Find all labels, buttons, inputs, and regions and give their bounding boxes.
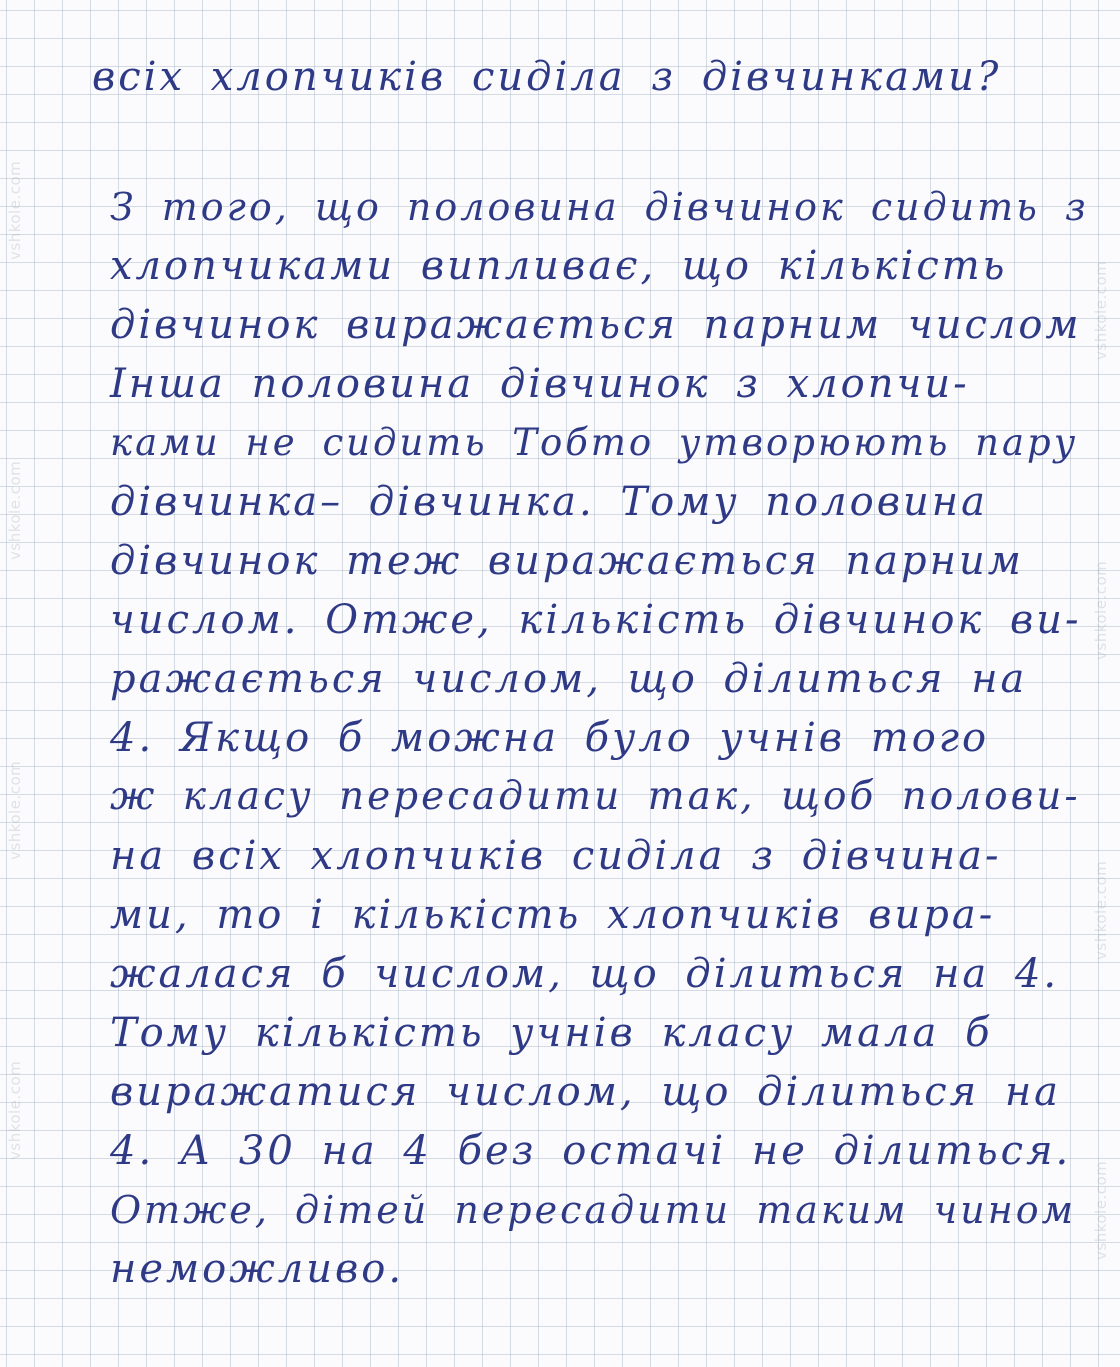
answer-line: виражатися числом, що ділиться на <box>110 1069 1062 1115</box>
answer-line: 4. Якщо б можна було учнів того <box>110 715 990 761</box>
answer-line: Тому кількість учнів класу мала б <box>110 1010 993 1056</box>
answer-line: дівчинок виражається парним числом <box>110 302 1082 348</box>
answer-line: ми, то і кількість хлопчиків вира- <box>110 892 996 938</box>
watermark: vshkole.com <box>1092 1160 1110 1260</box>
answer-line: ж класу пересадити так, щоб полови- <box>110 774 1081 819</box>
answer-line: дівчинка– дівчинка. Тому половина <box>110 479 988 525</box>
answer-line: Отже, дітей пересадити таким чином <box>110 1188 1077 1232</box>
watermark: vshkole.com <box>6 1060 24 1160</box>
answer-line: З того, що половина дівчинок сидить з <box>110 185 1089 229</box>
answer-line: Інша половина дівчинок з хлопчи- <box>110 361 970 407</box>
watermark: vshkole.com <box>6 460 24 560</box>
watermark: vshkole.com <box>6 760 24 860</box>
watermark: vshkole.com <box>6 160 24 260</box>
answer-line: хлопчиками випливає, що кількість <box>110 243 1008 289</box>
answer-line: неможливо. <box>110 1246 405 1292</box>
answer-line: на всіх хлопчиків сиділа з дівчина- <box>110 833 1002 879</box>
question-heading: всіх хлопчиків сиділа з дівчинками? <box>92 54 1002 100</box>
watermark: vshkole.com <box>1092 860 1110 960</box>
answer-line: дівчинок теж виражається парним <box>110 538 1024 584</box>
answer-line: 4. А 30 на 4 без остачі не ділиться. <box>110 1128 1072 1174</box>
answer-line: ками не сидить Тобто утворюють пару <box>110 421 1079 464</box>
answer-line: числом. Отже, кількість дівчинок ви- <box>110 597 1082 643</box>
answer-line: ражається числом, що ділиться на <box>110 656 1028 702</box>
watermark: vshkole.com <box>1092 560 1110 660</box>
answer-line: жалася б числом, що ділиться на 4. <box>110 951 1060 997</box>
watermark: vshkole.com <box>1092 260 1110 360</box>
